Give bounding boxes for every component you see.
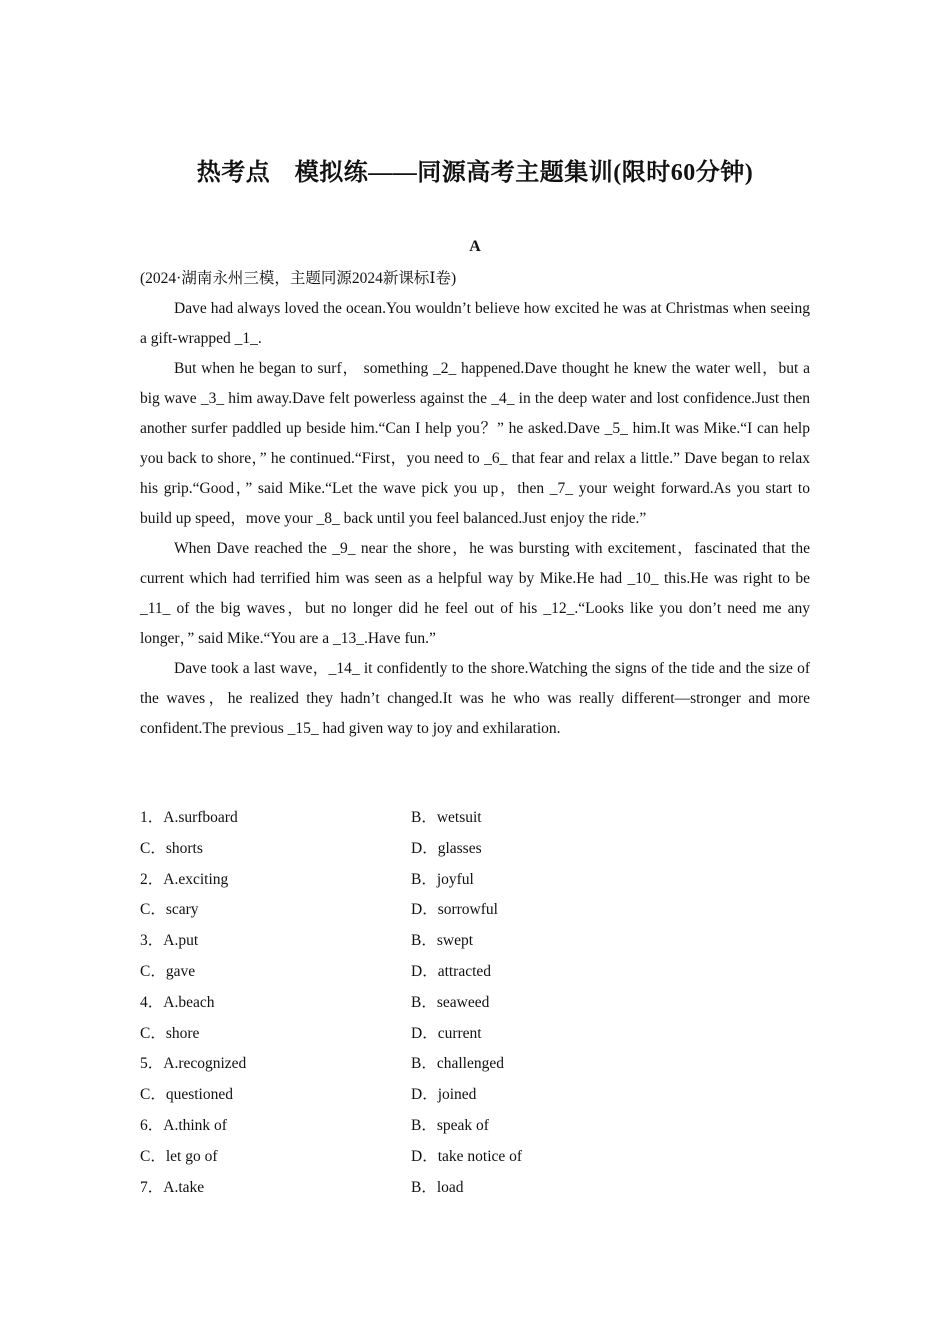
option-item: 2．A.exciting [140, 870, 229, 888]
option-item: B．wetsuit [411, 809, 482, 826]
option-item: 1．A.surfboard [140, 809, 238, 826]
option-row [140, 1173, 840, 1204]
option-row [140, 1111, 840, 1142]
source-note: (2024·湖南永州三模，主题同源2024新课标Ⅰ卷) [140, 270, 457, 287]
option-item: B．seaweed [411, 993, 490, 1011]
option-item: 4．A.beach [140, 993, 215, 1011]
option-item: B．swept [411, 932, 474, 950]
option-row [140, 895, 840, 926]
option-item: 5．A.recognized [140, 1055, 247, 1073]
section-label: A [469, 238, 481, 255]
option-row [140, 926, 840, 957]
option-item: C．gave [140, 962, 196, 980]
option-item: C．shorts [140, 839, 203, 857]
option-row [140, 834, 840, 865]
option-item: 3．A.put [140, 932, 199, 950]
option-item: B．joyful [411, 870, 474, 888]
option-item: B．challenged [411, 1055, 504, 1073]
option-item: 6．A.think of [140, 1116, 227, 1134]
option-item: D．current [411, 1024, 482, 1042]
page-title: 热考点 模拟练——同源高考主题集训(限时60分钟) [196, 160, 754, 186]
option-row [140, 988, 840, 1019]
option-item: D．glasses [411, 839, 482, 857]
options-list [140, 803, 840, 1203]
paragraph: When Dave reached the _9_ near the shore，he was bursting with excitement，fascinated that the current which had terrified him was seen as a helpful way by Mike.He had _10_ this.He was right to be _11_ of the big waves，but no longer did he feel out of his _12_.“Looks like you don’t need me any longer，” said Mike.“You are a _13_.Have fun.” [140, 540, 810, 647]
option-item: C．shore [140, 1024, 200, 1042]
option-item: 7．A.take [140, 1178, 205, 1196]
option-item: C．let go of [140, 1147, 218, 1165]
paragraph: Dave took a last wave，_14_ it confidently to the shore.Watching the signs of the tide and the size of the waves，he realized they hadn’t changed.It was he who was really different—stronger and more confident.The previous _15_ had given way to joy and exhilaration. [140, 660, 810, 737]
paragraph: Dave had always loved the ocean.You wouldn’t believe how excited he was at Christmas when seeing a gift-wrapped _1_. [140, 300, 810, 347]
option-item: C．questioned [140, 1086, 233, 1104]
option-item: C．scary [140, 901, 199, 919]
option-item: B．speak of [411, 1116, 489, 1134]
option-row [140, 957, 840, 988]
option-item: D．sorrowful [411, 901, 498, 919]
option-row [140, 1049, 840, 1080]
option-item: B．load [411, 1178, 464, 1196]
passage [140, 294, 810, 744]
option-row [140, 1080, 840, 1111]
option-row [140, 1142, 840, 1173]
option-row [140, 865, 840, 896]
option-row [140, 803, 840, 834]
paragraph: But when he began to surf， something _2_ happened.Dave thought he knew the water well，but a big wave _3_ him away.Dave felt powerless against the _4_ in the deep water and lost confidence.Just then another surfer paddled up beside him.“Can I help you？” he asked.Dave _5_ him.It was Mike.“I can help you back to shore，” he continued.“First，you need to _6_ that fear and relax a little.” Dave began to relax his grip.“Good，” said Mike.“Let the wave pick you up，then _7_ your weight forward.As you start to build up speed，move your _8_ back until you feel balanced.Just enjoy the ride.” [140, 360, 810, 527]
option-item: D．take notice of [411, 1147, 523, 1165]
option-row [140, 1019, 840, 1050]
option-item: D．attracted [411, 962, 492, 980]
option-item: D．joined [411, 1086, 477, 1104]
